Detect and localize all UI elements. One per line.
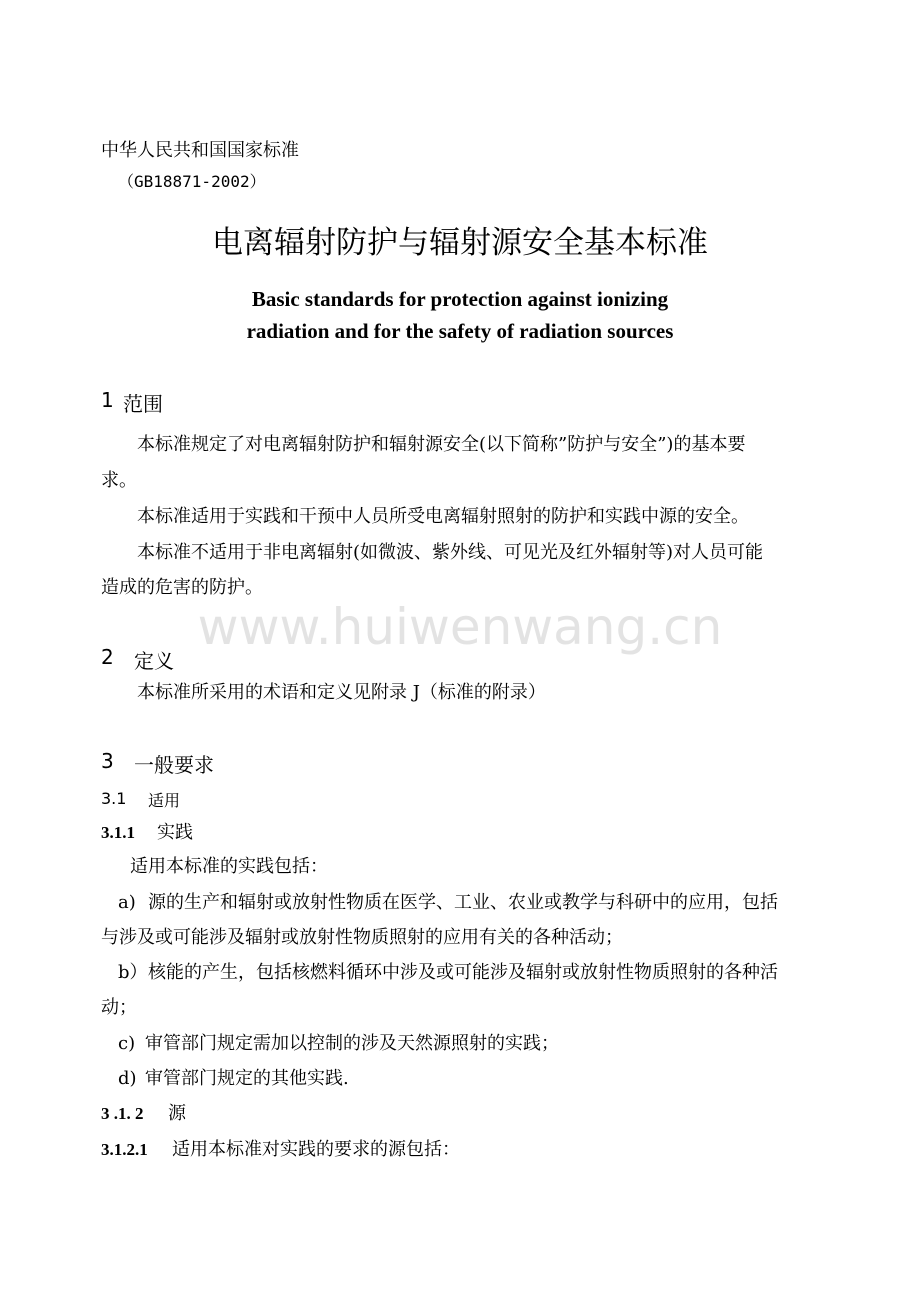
item-b-line-2: 动； <box>101 997 137 1018</box>
standard-org: 中华人民共和国国家标准 <box>101 140 299 161</box>
item-a-line-2: 与涉及或可能涉及辐射或放射性物质照射的应用有关的各种活动； <box>101 927 623 948</box>
section-2-para-1: 本标准所采用的术语和定义见附录 J（标准的附录） <box>137 682 546 703</box>
section-2-title: 定义 <box>134 649 174 673</box>
english-title-line1: Basic standards for protection against ionizing <box>251 287 669 311</box>
section-1-para-1-line-1: 本标准规定了对电离辐射防护和辐射源安全(以下简称”防护与安全”)的基本要 <box>137 434 746 455</box>
item-d-text: 审管部门规定的其他实践. <box>145 1068 349 1089</box>
english-title-line2: radiation and for the safety of radiation sources <box>246 319 674 343</box>
section-3-1-number: 3.1 <box>101 789 127 808</box>
item-c-label: c) <box>118 1033 136 1054</box>
item-a-line-1: 源的生产和辐射或放射性物质在医学、工业、农业或教学与科研中的应用，包括 <box>148 892 778 913</box>
item-b-label: b） <box>118 962 148 983</box>
document-title: 电离辐射防护与辐射源安全基本标准 <box>212 225 708 261</box>
section-2-number: 2 <box>101 645 114 669</box>
watermark: www.huiwenwang.cn <box>197 598 723 656</box>
section-1-number: 1 <box>101 388 114 412</box>
item-b-line-1: 核能的产生，包括核燃料循环中涉及或可能涉及辐射或放射性物质照射的各种活 <box>148 962 778 983</box>
section-3-1-1-title: 实践 <box>157 822 193 843</box>
section-3-1-2-1-text: 适用本标准对实践的要求的源包括： <box>172 1139 460 1160</box>
section-3-number: 3 <box>101 749 114 773</box>
item-d-label: d) <box>118 1068 137 1089</box>
section-1-title: 范围 <box>123 392 163 416</box>
item-a-label: a) <box>118 892 136 913</box>
section-1-para-3-line-1: 本标准不适用于非电离辐射(如微波、紫外线、可见光及红外辐射等)对人员可能 <box>137 542 764 563</box>
section-3-title: 一般要求 <box>134 753 214 777</box>
section-3-1-1-number: 3.1.1 <box>101 823 135 842</box>
section-1-para-1-line-2: 求。 <box>101 470 137 491</box>
section-3-1-1-intro: 适用本标准的实践包括： <box>130 856 328 877</box>
section-3-1-title: 适用 <box>148 791 181 810</box>
section-3-1-2-1-number: 3.1.2.1 <box>101 1140 148 1159</box>
section-3-1-2-title: 源 <box>168 1103 186 1124</box>
item-c-text: 审管部门规定需加以控制的涉及天然源照射的实践； <box>145 1033 559 1054</box>
section-3-1-2-number: 3 .1. 2 <box>101 1104 144 1123</box>
section-1-para-2: 本标准适用于实践和干预中人员所受电离辐射照射的防护和实践中源的安全。 <box>137 506 749 527</box>
section-1-para-3-line-2: 造成的危害的防护。 <box>101 577 263 598</box>
standard-code: （GB18871-2002） <box>118 172 266 191</box>
